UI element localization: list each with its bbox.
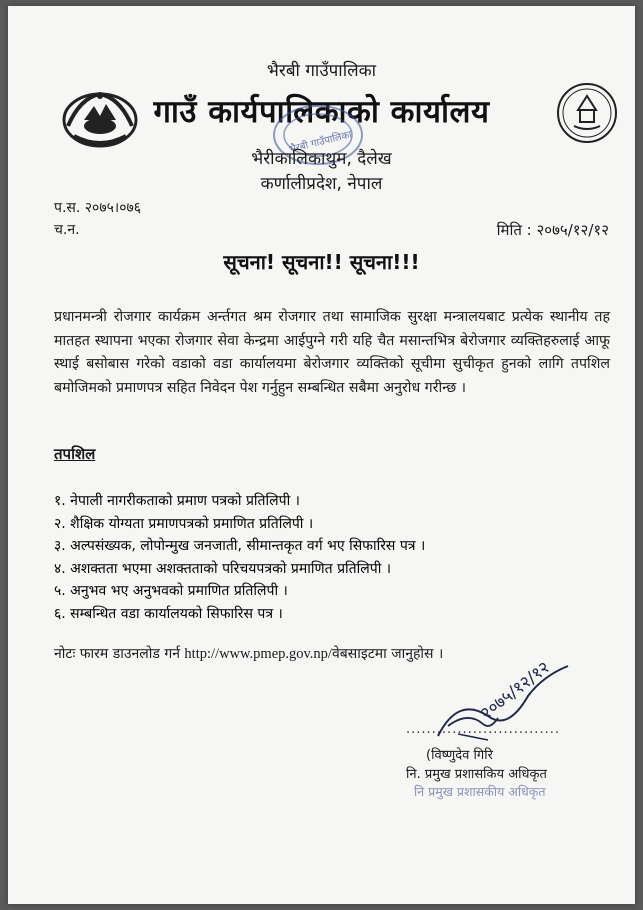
- address-line-1: भैरीकालिकाथुम, दैलेख: [251, 149, 392, 169]
- list-item: २. शैक्षिक योग्यता प्रमाणपत्रको प्रमाणित प्रतिलिपी ।: [54, 515, 314, 532]
- download-note: [54, 644, 443, 663]
- signature-line: ..............................: [406, 722, 560, 737]
- letter-reference-number: प.स. २०७५।०७६: [54, 200, 142, 216]
- list-item: ३. अल्पसंख्यक, लोपोन्मुख जनजाती, सीमान्तकृत वर्ग भए सिफारिस पत्र ।: [54, 538, 426, 554]
- handwritten-date: २०७५/१२/१२: [476, 657, 554, 724]
- notice-headline: सूचना! सूचना!! सूचना!!!: [223, 250, 420, 274]
- designation-stamp: नि प्रमुख प्रशासकीय अधिकृत: [414, 784, 546, 799]
- note-suffix: वेबसाइटमा जानुहोस ।: [331, 646, 444, 662]
- list-item: ६. सम्बन्धित वडा कार्यालयको सिफारिस पत्र ।: [54, 605, 283, 622]
- address-line-2: कर्णालीप्रदेश, नेपाल: [260, 174, 383, 194]
- list-item: ४. अशक्तता भएमा अशक्तताको परिचयपत्रको प्रमाणित प्रतिलिपी ।: [54, 560, 392, 577]
- details-heading: तपशिल: [54, 445, 96, 463]
- letter-date: मिति : २०७५/१२/१२: [496, 221, 609, 239]
- signer-name: (विष्णुदेव गिरि: [426, 748, 493, 763]
- note-prefix: नोटः फारम डाउनलोड गर्न: [54, 646, 180, 662]
- list-item: ५. अनुभव भए अनुभवको प्रमाणित प्रतिलिपी ।: [54, 583, 288, 599]
- notice-body: प्रधानमन्त्री रोजगार कार्यक्रम अर्न्तगत श्रम रोजगार तथा सामाजिक सुरक्षा मन्त्रालयबाट प्रत्येक स्थानीय तह मातहत स्थापना भएका रोजगार सेवा केन्द्रमा आईपुग्ने गरी यहि चैत मसान्तभित्र बेरोजगार व्यक्तिहरुलाई आफू स्थाई बसोबास गरेको वडाको वडा कार्यालयमा बेरोजगार व्यक्तिको सूचीमा सुचीकृत हुनको लागि तपशिल बमोजिमको प्रमाणपत्र सहित निवेदन पेश गर्नुहुन सम्बन्धित सबैमा अनुरोध गरीन्छ ।: [54, 309, 610, 396]
- organization-name: भैरबी गाउँपालिका: [266, 61, 377, 81]
- website-link[interactable]: http://www.pmep.gov.np/: [184, 646, 332, 662]
- requirements-list: [54, 490, 614, 625]
- notice-document: [8, 6, 635, 904]
- signer-title: नि. प्रमुख प्रशासकिय अधिकृत: [406, 767, 547, 782]
- office-seal-text: भैरबी गाउँपालिका: [287, 129, 353, 156]
- dispatch-number: च.न.: [54, 222, 80, 238]
- list-item: १. नेपाली नागरीकताको प्रमाण पत्रको प्रतिलिपी ।: [54, 493, 300, 509]
- office-title: गाउँ कार्यपालिकाको कार्यालय: [153, 94, 490, 130]
